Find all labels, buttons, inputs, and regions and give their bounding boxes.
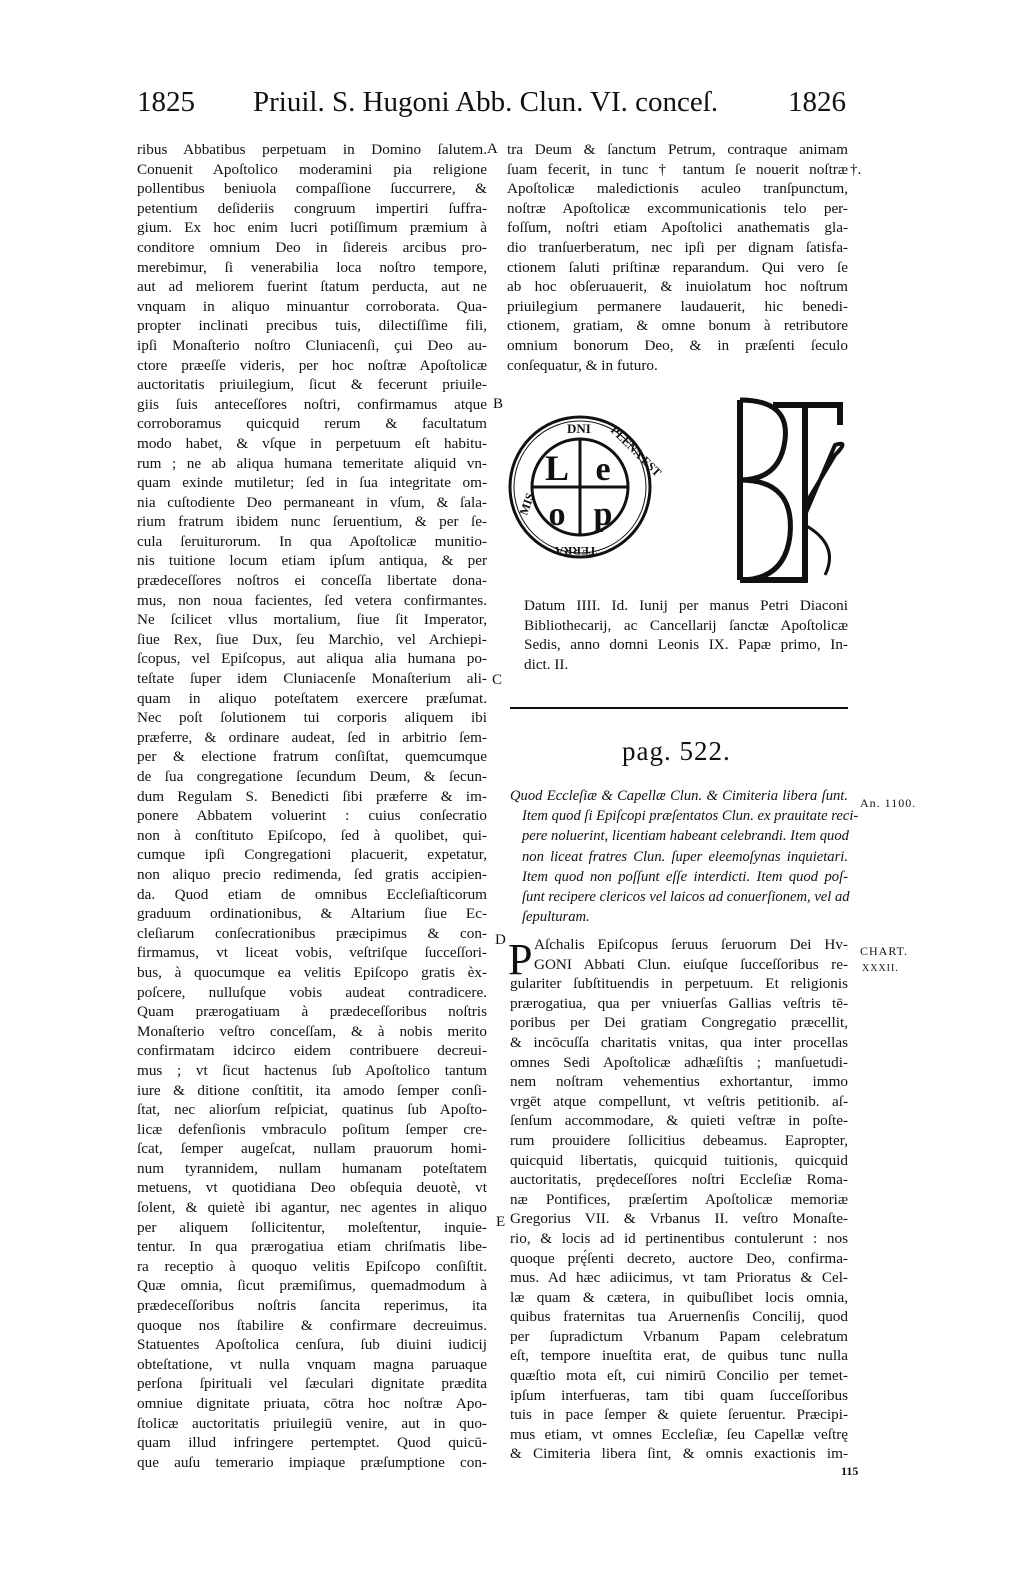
text-line: graduum ordinationibus, & Altarium ſiue Ec- [137,905,487,923]
text-line: conditore omnium Deo in ſidereis arcibus pro- [137,238,487,256]
text-line: tra Deum & ſanctum Petrum, contraque animam [507,141,848,158]
text-line: gium. Ex hoc enim lucri potiſſimum præmium à [137,219,487,237]
text-line: confirmatam idcirco eidem contribuere decreui- [137,1042,487,1060]
margin-letter-c: C [492,672,503,688]
text-line: mus etiam, vt omnes Eccleſiæ, ſeu Capellæ veſtrę [510,1425,848,1443]
page-reference: pag. 522. [622,736,731,766]
text-line: obteſtatione, vt nulla vnquam magna paruaque [137,1355,487,1373]
text-line: ctore præeſſe videris, per hoc noſtræ Apoſtolicæ [137,356,487,374]
svg-text:p: p [593,496,613,533]
text-line: poribus per Dei gratiam Congregatio præcellit, [510,1014,848,1032]
year-note: An. 1100. [860,796,917,810]
chart-number: XXXII. [862,963,899,974]
text-line: mus, non noua facientes, ſed vetera confirmantes. [137,591,487,609]
text-line: cleſiarum conſecrationibus præcipimus & con- [137,924,487,942]
text-line: Quod Eccleſiæ & Capellæ Clun. & Cimiteria libera ſunt. [510,788,848,804]
text-line: quoque prę́ſenti decreto, auctore Deo, confirma- [510,1249,848,1267]
text-line: & Cimiteria libera ſint, & omnis exactionis im- [510,1445,848,1463]
text-line: & incōcuſſa charitatis vnitas, qua inter procellas [510,1033,848,1051]
text-line: Aſchalis Epiſcopus ſeruus ſeruorum Dei Hv- [534,936,848,953]
text-line: nis tuitione locum etiam ipſum antiqua, & per [137,552,487,570]
text-line: ſepulturam. [522,909,590,926]
dagger-mark: †. [850,162,862,178]
text-line: noſtræ Apoſtolicæ excommunicationis telo per- [507,199,848,217]
text-line: ſcat, ſemper augeſcat, nullam prauorum homi- [137,1140,487,1158]
text-line: Nec poſt ſolutionem tui corporis aliquem ibi [137,709,487,727]
text-line: ſenſum accommodare, & quieti veſtræ in poſte- [510,1112,848,1130]
text-line: Gregorius VII. & Vrbanus II. veſtro Monaſte- [510,1210,848,1228]
svg-text:TERRA: TERRA [554,544,597,558]
papal-seal-and-monogram [505,385,855,590]
text-line: de ſua congregatione ſecundum Deum, & ſecun- [137,768,487,785]
text-line: non à conſtituto Epiſcopo, ſed à quolibet, qui- [137,826,487,844]
text-line: prædeceſſoribus noſtris ſancita reperimus, ita [137,1297,487,1315]
text-line: num tyrannidem, nullam humanam poteſtatem [137,1159,487,1177]
text-line: tentur. In qua prærogatiua etiam chriſmatis libe- [137,1238,487,1256]
text-line: iure & ditione conſtitit, ita amodo ſemper conſi- [137,1081,487,1099]
text-line: foſſum, noſtri etiam Apoſtolici anathematis gla- [507,219,848,237]
text-line: quæſtio mota eſt, cui nimirū Concilio per temet- [510,1367,848,1385]
text-line: pollentibus beniuola compaſſione ſuccurrere, & [137,180,487,198]
text-line: vrgēt atque compellunt, vt veſtris petitionib. aſ- [510,1092,848,1110]
text-line: pere noluerint, licentiam habeant celebrandi. Item quod [522,828,849,845]
margin-letter-a: A [487,141,498,157]
text-line: Quam prærogatiuam à prædeceſſoribus noſtris [137,1003,487,1021]
text-line: per aliquem ſollicitentur, moleſtentur, inquie- [137,1218,487,1236]
right-column-text [507,140,848,375]
text-line: modo habet, & vſque in perpetuum eſt habitu- [137,434,487,452]
text-line: nem noſtram vehementius exhortantur, immo [510,1073,848,1091]
text-line: ra receptio à quoquo velitis Epiſcopo conſiſtit. [137,1257,487,1275]
text-line: GONI Abbati Clun. eiuſque ſucceſſoribus re- [534,955,848,973]
text-line: da. Quod etiam de omnibus Eccleſiaſticorum [137,885,487,903]
left-column-text [137,140,487,1472]
text-line: Quæ omnia, ſicut præmiſimus, quemadmodum à [137,1277,487,1295]
text-line: quam exinde mutiletur; ſed in ſua integritate om- [137,474,487,492]
text-line: ipſi Monaſterio noſtro Cluniacenſi, çui Deo au- [137,336,487,354]
text-line: licæ defenſionis vmbraculo poſitum ſemper cre- [137,1120,487,1138]
margin-letter-e: E [496,1214,506,1230]
text-line: ctionem ſaluti priſtinæ reparandum. Qui vero ſe [507,258,848,276]
text-line: Item quod non poſſunt eſſe interdicti. Item quod poſ- [522,868,848,885]
text-line: quam illud infringere pertemptet. Quod quicū- [137,1434,487,1452]
text-line: Bibliothecarij, ac Cancellarij ſanctæ Apoſtolicæ [524,616,848,634]
text-line: metuens, vt quotidiana Deo obſequia deuotè, vt [137,1179,487,1197]
text-line: quibus fraternitas tua Aruernenſis Concilij, quod [510,1308,848,1326]
text-line: mus. Ad hæc adiicimus, vt tam Prioratus & Cel- [510,1269,848,1287]
signature-mark: 115 [841,1464,859,1478]
text-line: ipſum interfueras, tam tibi quam ſucceſſoribus [510,1386,848,1404]
text-line: dict. II. [524,655,569,673]
text-line: merebimur, ſi venerabilia loca noſtro tempore, [137,258,487,276]
text-line: que auſu temerario impiaque præſumptione con- [137,1453,487,1471]
text-line: conſequatur, & in futuro. [507,356,658,374]
text-line: ſiue Rex, ſiue Dux, ſeu Marchio, vel Archiepi- [137,630,487,648]
text-line: Statuentes Apoſtolica cenſura, ſub diuini iudicij [137,1336,487,1354]
text-line: cula ſeruiturorum. In qua Apoſtolicæ munitio- [137,532,487,550]
text-line: aut ad meliorem fuerint ſtatum perducta, aut ne [137,278,487,296]
text-line: giis ſuis anteceſſores noſtri, confirmamus atque [137,395,487,413]
text-line: næ Pontifices, præſertim Apoſtolicæ memoriæ [510,1190,848,1208]
text-line: rio, & locis ad id pertinentibus contulerunt : nos [510,1229,848,1247]
text-line: ponere Abbatem voluerint : cuius conſecratio [137,807,487,825]
column-number-left: 1825 [137,86,195,118]
svg-text:o: o [548,496,566,533]
svg-text:DNI: DNI [567,421,591,436]
text-line: ſunt recipere clericos vel laicos ad conuerſionem, vel ad [522,888,850,905]
text-line: Conuenit Apoſtolico moderamini pia religione [137,160,487,178]
margin-letter-d: D [495,932,506,948]
drop-cap: P [508,935,533,984]
text-line: ſcopus, vel Epiſcopus, aut aliqua alia humana po- [137,650,487,668]
text-line: poſcere, nulluſque vobis audeat contradicere. [137,983,487,1001]
text-line: rum ; ne ab aliqua humana temeritate aliquid vn- [137,454,487,472]
text-line: nia cuſtodiente Deo permaneant in vſum, & ſala- [137,493,487,511]
text-line: ſtolicæ auctoritatis priuilegiū venire, aut in quo- [137,1414,487,1432]
text-line: Sedis, anno domni Leonis IX. Papæ primo, In- [524,636,848,654]
bene-valete-monogram [740,400,843,580]
text-line: omnes Sedi Apoſtolicæ adhæſiſtis ; manſuetudi- [510,1053,848,1071]
text-line: quam in aliquo poteſtatem exercere præſumat. [137,689,487,707]
text-line: propter inclinati precibus tuis, dilectiſſime fili, [137,317,487,335]
text-line: priuilegium permanere laudauerit, hic benedi- [507,297,848,315]
svg-text:PLENA EST: PLENA EST [607,423,665,480]
charter-text [510,935,848,1464]
text-line: Item quod ſi Epiſcopi præſentatos Clun. ex prauitate reci- [522,808,859,825]
margin-letter-b: B [493,396,504,412]
text-line: auctoritatis priuilegium, ſicut & fecerunt priuile- [137,376,487,394]
text-line: ſtat, nec aliorſum reſpiciat, quatinus ſub Apoſto- [137,1101,487,1119]
text-line: ctionem, gratiam, & omne bonum à retributore [507,317,848,335]
text-line: omnium bonorum Deo, & in præſenti ſeculo [507,336,848,354]
text-line: rum prouidere ſollicitius debeamus. Eapropter, [510,1131,848,1149]
text-line: vnquam in aliquo minuantur corroborata. Qua- [137,297,487,315]
svg-text:L: L [544,448,570,488]
text-line: prærogatiua, qua per vniuerſas Gallias veſtris tē- [510,994,848,1012]
text-line: tuis in pace ſemper & quiete ſeruentur. Præcipi- [510,1406,848,1424]
text-line: Apoſtolicæ maledictionis aculeo tranſpunctum, [507,180,848,198]
text-line: bus, à quocumque ea velitis Epiſcopo gratis èx- [137,963,487,981]
text-line: teſtate ſuper idem Cluniacenſe Monaſterium ali- [137,670,487,688]
text-line: rium fratrum ibidem nunc ſeruentium, & per ſe- [137,513,487,531]
section-divider [510,707,848,709]
text-line: firmamus, vt liceat vobis, veſtriſque ſucceſſori- [137,944,487,962]
text-line: perſona ſpirituali vel ſæculari dignitate prædita [137,1375,487,1393]
text-line: non liceat fratres Clun. ſuper eleemoſynas inquietari. [522,848,848,865]
text-line: petentium deſideriis congruum impertiri ſuffra- [137,199,487,217]
text-line: Datum IIII. Id. Iunij per manus Petri Diaconi [524,597,848,614]
text-line: per ſupradictum Vrbanum Papam celebratum [510,1327,848,1345]
svg-text:e: e [595,451,611,488]
text-line: læ quam & cætera, in quibuſlibet locis omnia, [510,1288,848,1306]
text-line: omniue dignitate priuata, cōtra hoc noſtræ Apo- [137,1395,487,1412]
datum-note [524,596,848,674]
text-line: gulariter ſubſtituendis in perpetuum. Et religionis [510,975,848,993]
text-line: dio tranſuerberatum, nec ipſi per dignam ſatisfa- [507,238,848,256]
charter-summary [510,786,859,927]
text-line: eſt, tempore inueſtita erat, de quibus tunc nulla [510,1347,848,1365]
text-line: per & electione fratrum conſiſtat, quemcumque [137,748,487,766]
text-line: ab hoc obſeruauerit, & inuiolatum hoc noſtrum [507,278,848,296]
text-line: quicquid libertatis, quicquid tuitionis, quicquid [510,1151,848,1169]
text-line: auctoritatis, prędeceſſores noſtri Eccleſiæ Roma- [510,1171,848,1189]
text-line: ſolent, & quietè ibi agantur, nec agentes in aliquo [137,1199,487,1217]
text-line: præferre, & ordinare audeat, ſed in arbitrio ſem- [137,728,487,746]
text-line: prædeceſſores noſtros ei conceſſa libertate dona- [137,572,487,590]
text-line: mus ; vt ſicut hactenus ſub Apoſtolico tantum [137,1061,487,1079]
text-line: ſuam fecerit, in tunc † tantum ſe nouerit noſtræ [507,160,848,178]
text-line: ribus Abbatibus perpetuam in Domino ſalutem. [137,141,487,158]
text-line: non aliquo precio redimenda, ſed gratis accipien- [137,865,487,883]
svg-text:MIS: MIS [516,490,538,518]
text-line: Ne ſcilicet vllus mortalium, ſiue ſit Imperator, [137,611,487,629]
chart-label: CHART. [860,944,909,958]
column-number-right: 1826 [788,86,846,118]
text-line: Monaſterio veſtro conceſſam, & à nobis merito [137,1022,487,1040]
text-line: dum Regulam S. Benedicti ſibi præferre & im- [137,787,487,805]
text-line: cumque ipſi Congregationi placuerit, expetatur, [137,846,487,864]
page-title: Priuil. S. Hugoni Abb. Clun. VI. conceſ. [253,86,719,118]
text-line: corroboramus quicquid rerum & facultatum [137,415,487,433]
text-line: quoque nos ſtabilire & confirmare decreuimus. [137,1316,487,1334]
